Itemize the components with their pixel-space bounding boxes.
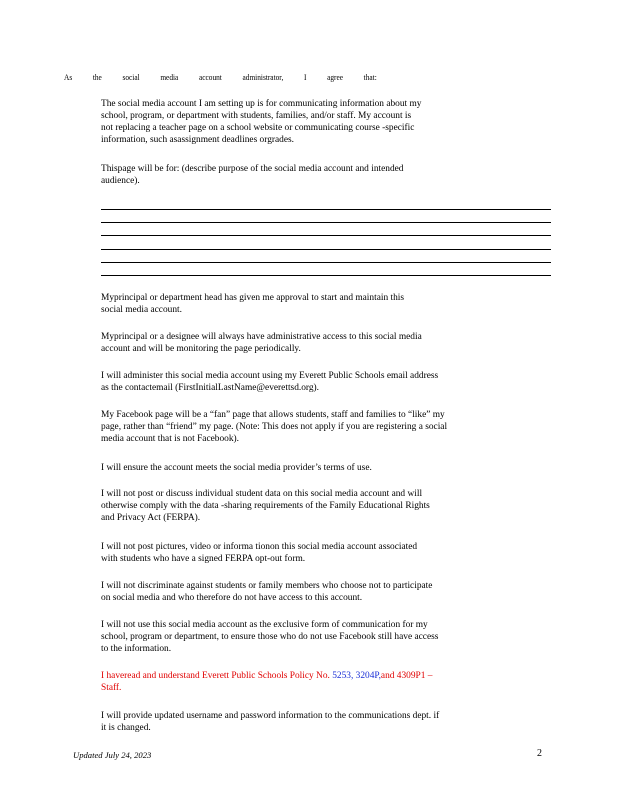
footer-updated-date: Updated July 24, 2023 (73, 750, 152, 760)
item-text: Myprincipal or department head has given me approval to start and maintain this social media account. (101, 293, 405, 315)
response-line (101, 209, 551, 210)
list-item (84, 370, 554, 394)
intro-word: agree (327, 73, 344, 82)
intro-word: the (92, 73, 102, 82)
response-line (101, 222, 551, 223)
list-item (84, 163, 554, 187)
response-line (101, 235, 551, 236)
policy-text-end: and 4309P1 – Staff. (101, 671, 433, 693)
list-item (84, 580, 554, 604)
item-text: I will not use this social media account as the exclusive form of communication for my school, program or department, to ensure those who do not use Facebook still have access to the information. (101, 620, 439, 654)
list-item (84, 331, 554, 355)
item-text: I will administer this social media account using my Everett Public Schools email address as the contactemail (FirstInitialLastName@everettsd.org). (101, 371, 439, 393)
policy-numbers: 5253, 3204P, (332, 671, 381, 681)
intro-word: I (303, 73, 307, 82)
item-text: My Facebook page will be a “fan” page that allows students, staff and families to “like” my page, rather than “friend” my page. (Note: This does not apply if you are registering a social media account that is not Facebook). (101, 410, 448, 444)
response-line (101, 275, 551, 276)
list-item (84, 409, 554, 445)
list-item (84, 462, 554, 474)
intro-word: administrator, (242, 73, 284, 82)
intro-word: account (198, 73, 222, 82)
list-item (84, 710, 554, 734)
item-text: The social media account I am setting up is for communicating information about my school, program, or department with students, families, and/or staff. My account is not replacing a teacher page on a school website or communicating course -specific information, such asassignment deadlines orgrades. (101, 99, 422, 145)
list-item (84, 292, 554, 316)
page-number: 2 (537, 748, 542, 759)
intro-line (64, 73, 377, 82)
response-lines[interactable] (101, 209, 551, 288)
intro-word: social (122, 73, 140, 82)
item-text: Myprincipal or a designee will always have administrative access to this social media account and will be monitoring the page periodically. (101, 332, 422, 354)
item-text: I will not post pictures, video or informa tionon this social media account associated with students who have a signed FERPA opt-out form. (101, 542, 418, 564)
list-item (84, 619, 554, 655)
intro-word: As (64, 73, 73, 82)
list-item (84, 541, 554, 565)
item-text: I will ensure the account meets the social media provider’s terms of use. (101, 463, 372, 473)
list-item (84, 98, 554, 146)
policy-text-start: I haveread and understand Everett Public Schools Policy No. (101, 671, 333, 681)
list-item-policy (84, 670, 554, 694)
item-text: I will provide updated username and password information to the communications dept. if it is changed. (101, 711, 440, 733)
list-item (84, 488, 554, 524)
item-text: I will not post or discuss individual student data on this social media account and will otherwise comply with the data -sharing requirements of the Family Educational Rights and Privacy Act (FERPA). (101, 489, 430, 523)
intro-word: that: (363, 73, 377, 82)
item-text: I will not discriminate against students or family members who choose not to participate on social media and who therefore do not have access to this account. (101, 581, 433, 603)
response-line (101, 249, 551, 250)
response-line (101, 262, 551, 263)
item-text (101, 670, 554, 694)
intro-word: media (160, 73, 179, 82)
item-text: Thispage will be for: (describe purpose of the social media account and intended audience). (101, 164, 404, 186)
